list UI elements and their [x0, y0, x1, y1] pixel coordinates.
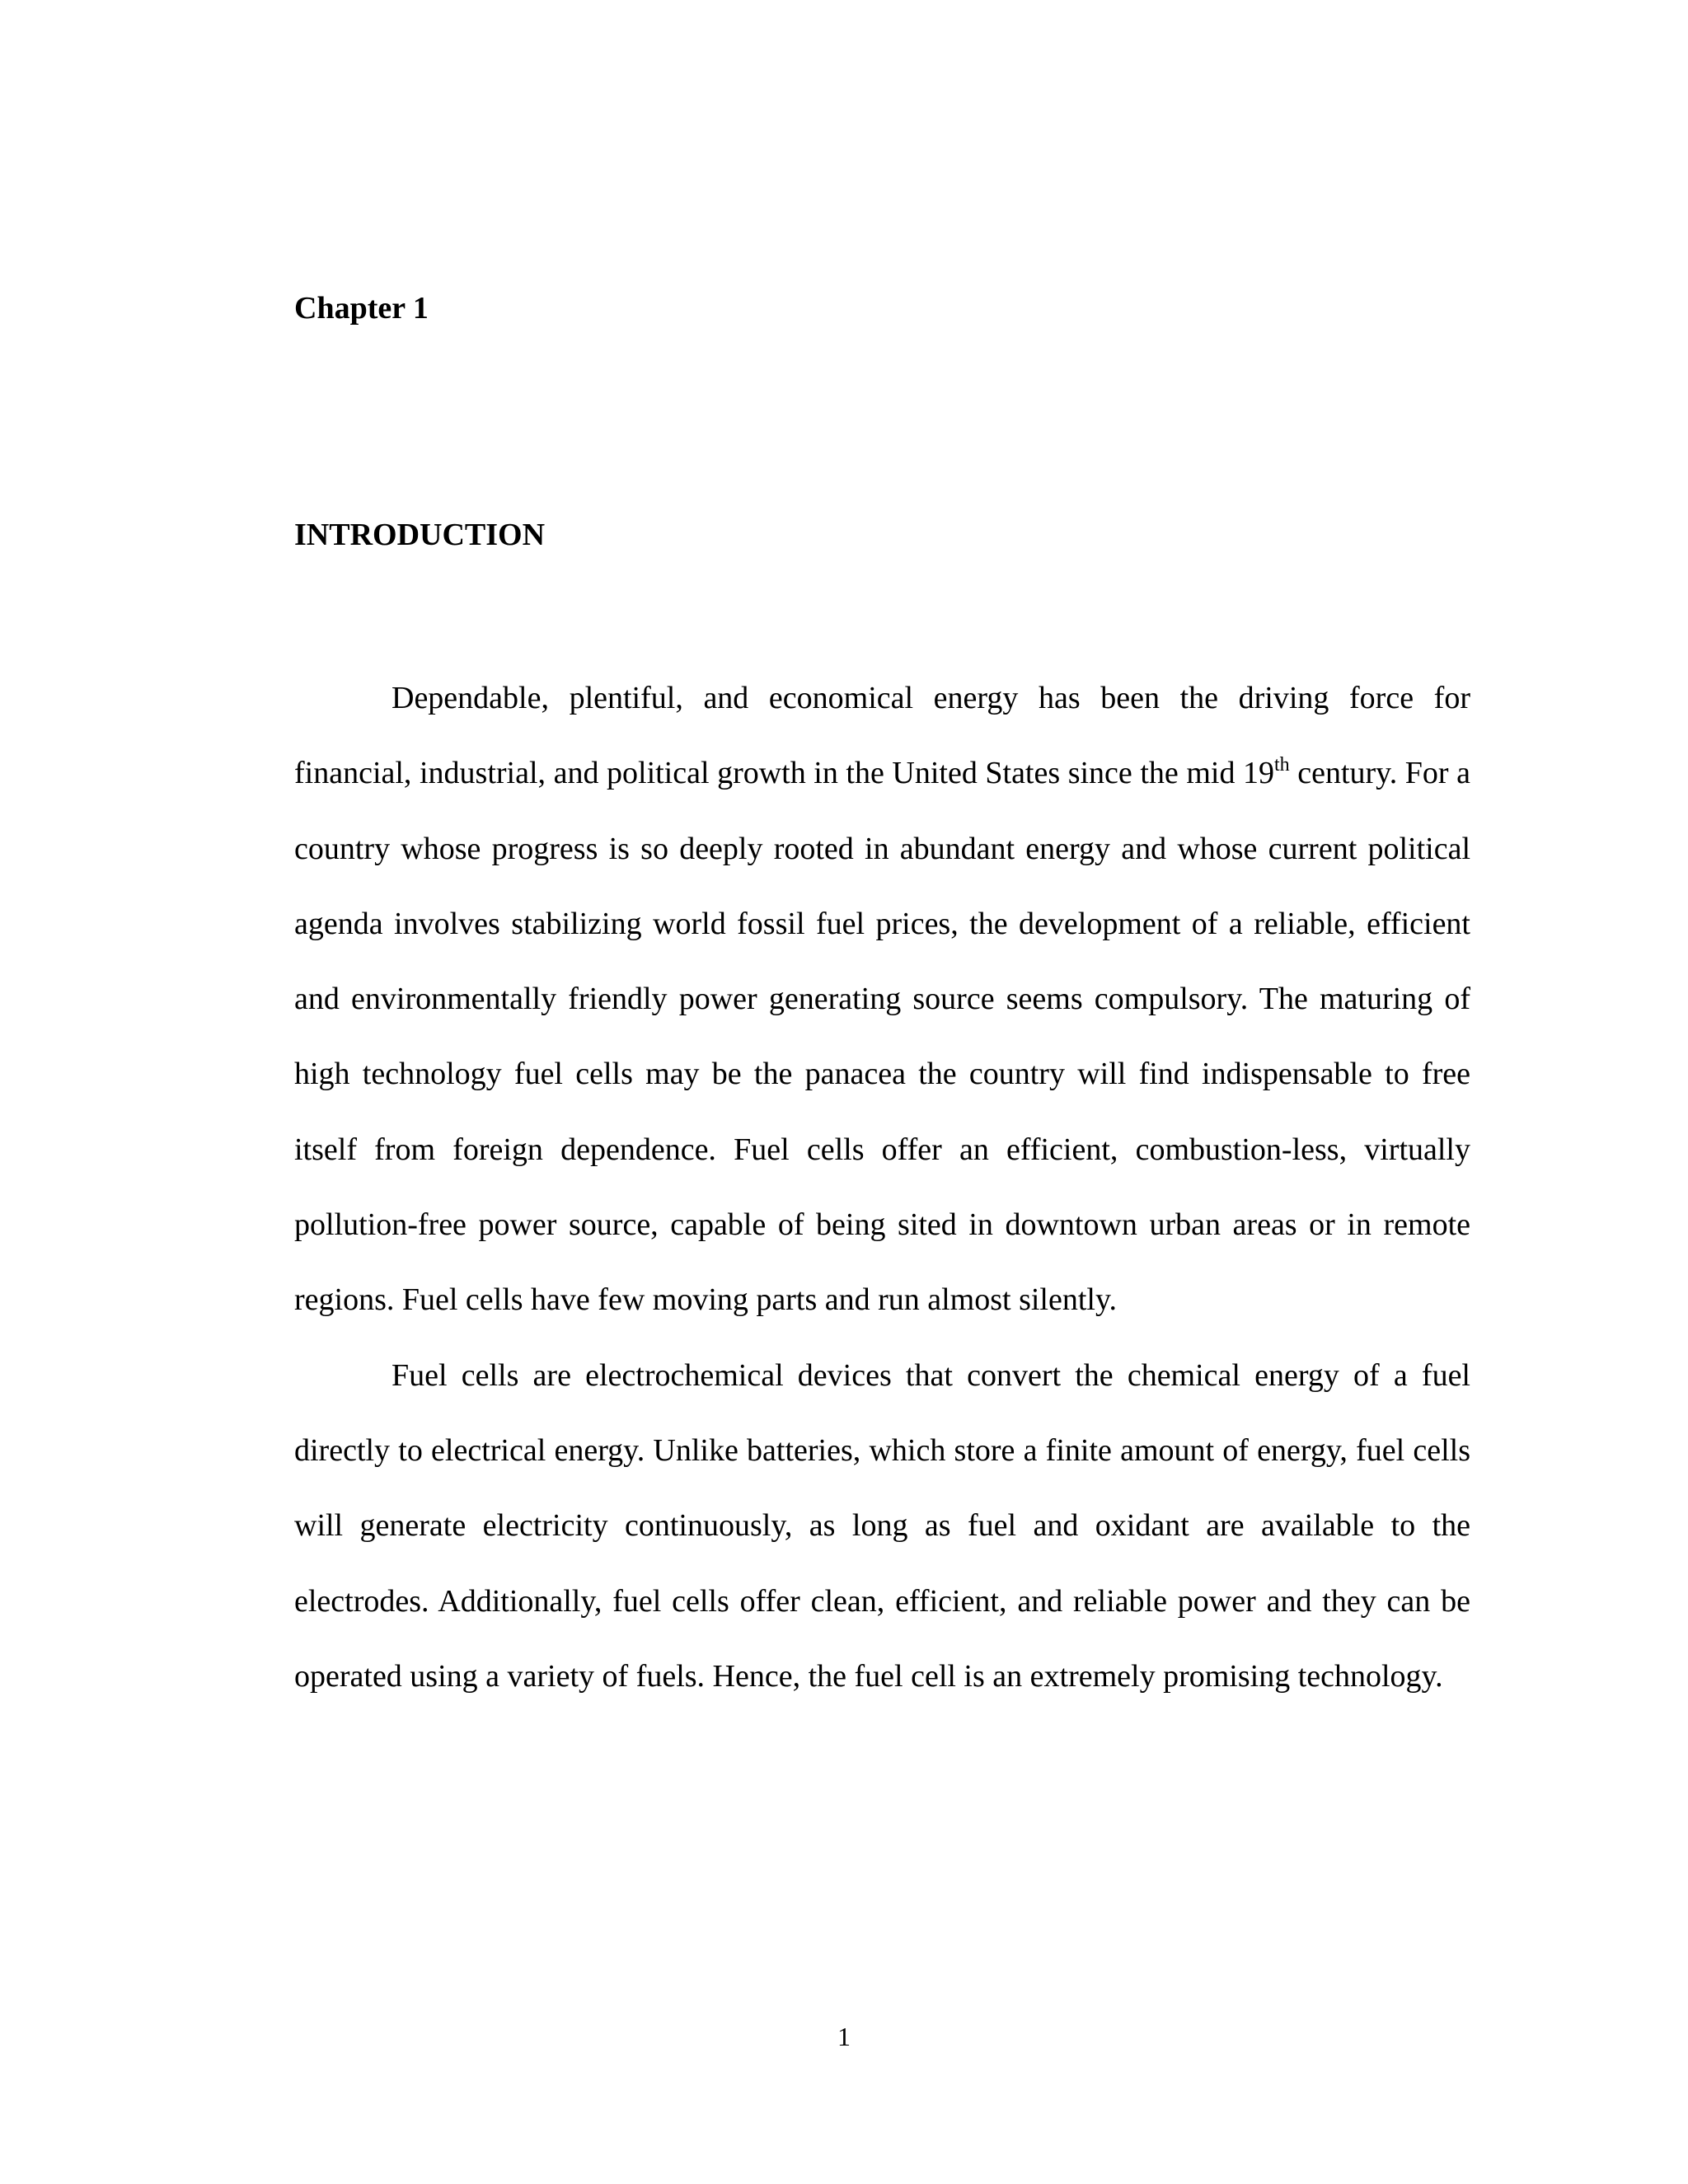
paragraph-1-text-end: century. For a country whose progress is so deeply rooted in abundant energy and whose current political agenda involves stabilizing world fossil fuel prices, the development of a reliable, efficient and environmentally friendly power generating source seems compulsory. The maturing of high technology fuel cells may be the panacea the country will find indispensable to free itself from foreign dependence. Fuel cells offer an efficient, combustion-less, virtually pollution-free power source, capable of being sited in downtown urban areas or in remote regions. Fuel cells have few moving parts and run almost silently. — [294, 756, 1470, 1318]
paragraph-1 — [294, 661, 1470, 1338]
superscript-th: th — [1274, 754, 1290, 776]
paragraph-1-text-start: Dependable, plentiful, and economical energy has been the driving force for financial, industrial, and political growth in the United States since the mid 19 — [294, 681, 1470, 791]
chapter-heading: Chapter 1 — [294, 291, 429, 326]
paragraph-2-text: Fuel cells are electrochemical devices that convert the chemical energy of a fuel directly to electrical energy. Unlike batteries, which store a finite amount of energy, fuel cells will generate electricity continuously, as long as fuel and oxidant are available to the electrodes. Additionally, fuel cells offer clean, efficient, and reliable power and they can be operated using a variety of fuels. Hence, the fuel cell is an extremely promising technology. — [294, 1357, 1470, 1694]
body-text — [294, 661, 1470, 1714]
paragraph-2 — [294, 1338, 1470, 1714]
page-number: 1 — [837, 2022, 851, 2051]
section-heading: INTRODUCTION — [294, 518, 546, 552]
